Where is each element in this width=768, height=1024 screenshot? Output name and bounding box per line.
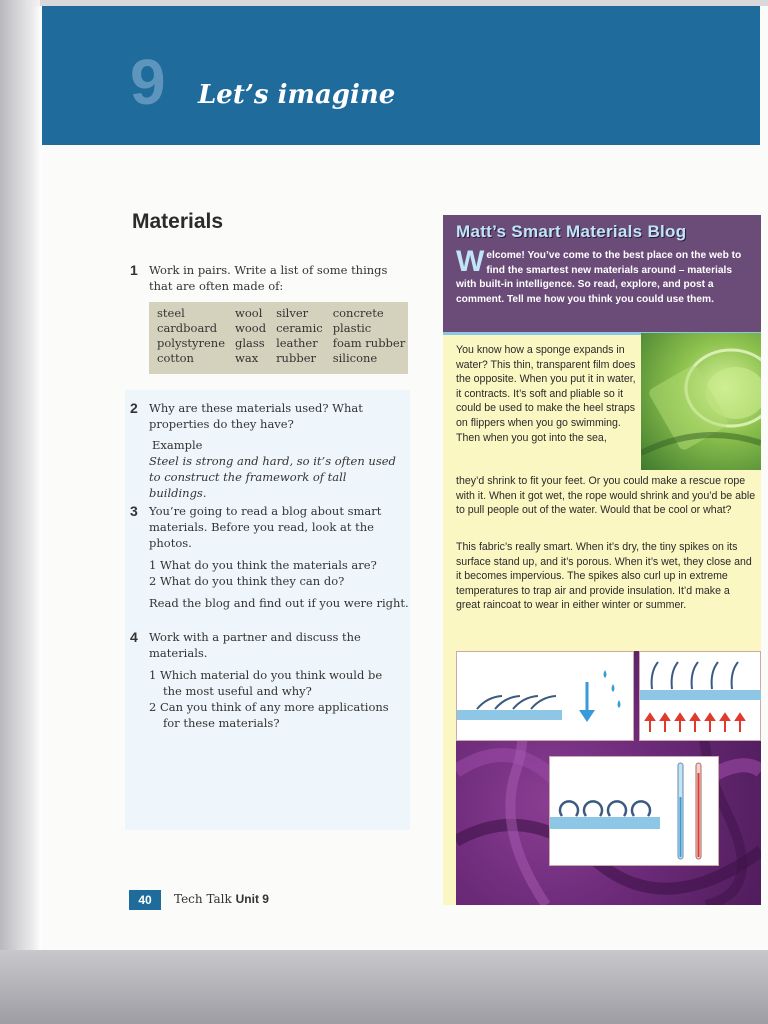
page-footer <box>174 892 269 906</box>
unit-title: Let’s imagine <box>198 80 396 110</box>
material-word: silver <box>276 306 309 320</box>
question-3-item-1: 1 What do you think the materials are? <box>149 558 377 572</box>
example-text: Steel is strong and hard, so it’s often used to construct the framework of tall buildings. <box>149 454 396 500</box>
blog-title: Matt’s Smart Materials Blog <box>456 222 687 241</box>
question-2 <box>130 400 402 501</box>
film-photo-graphic <box>641 333 761 470</box>
materials-word-row <box>157 351 415 366</box>
section-title: Materials <box>132 210 224 233</box>
footer-unit: Unit 9 <box>235 892 269 906</box>
diagram-dry-spikes-up <box>639 651 761 741</box>
material-word: glass <box>235 336 265 350</box>
blog-panel <box>443 215 761 905</box>
material-word: plastic <box>332 321 372 335</box>
question-4 <box>130 629 399 731</box>
dry-diagram-graphic <box>640 652 761 742</box>
question-4-text: Work with a partner and discuss the materials. <box>149 630 361 660</box>
blog-intro <box>456 245 754 307</box>
material-word: cotton <box>157 351 194 365</box>
material-word: concrete <box>332 306 384 320</box>
question-3-text: You’re going to read a blog about smart materials. Before you read, look at the photos. <box>149 504 382 550</box>
blog-paragraph-2: This fabric’s really smart. When it’s dry, the tiny spikes on its surface stand up, and it’s porous. When it’s wet, they close and it becomes impervious. The spikes also curl up in extreme temperatures to trap air and provide insulation. It’d make a great raincoat to wear in either winter or summer. <box>456 541 752 612</box>
wet-diagram-graphic <box>457 652 635 742</box>
blog-header <box>443 215 761 332</box>
question-4-item-1: 1 Which material do you think would be the most useful and why? <box>149 668 383 698</box>
question-3 <box>130 503 409 611</box>
material-word: foam rubber <box>332 336 406 350</box>
material-word: rubber <box>276 351 316 365</box>
question-1-text: Work in pairs. Write a list of some things that are often made of: <box>149 263 388 293</box>
question-2-text: Why are these materials used? What properties do they have? <box>149 401 363 431</box>
smart-fabric-photo <box>456 651 761 905</box>
transparent-film-photo <box>641 333 761 470</box>
question-1-number: 1 <box>130 262 138 278</box>
materials-word-row <box>157 306 415 321</box>
scan-shadow-bottom <box>0 950 768 1024</box>
material-word: cardboard <box>157 321 218 335</box>
unit-number: 9 <box>130 46 166 118</box>
material-word: silicone <box>332 351 378 365</box>
material-word: wood <box>235 321 267 335</box>
diagram-wet-spikes-closed <box>456 651 634 741</box>
material-word: polystyrene <box>157 336 225 350</box>
materials-word-row <box>157 321 415 336</box>
question-4-item-2: 2 Can you think of any more applications for these materials? <box>149 700 389 730</box>
material-word: ceramic <box>276 321 323 335</box>
materials-word-row <box>157 336 415 351</box>
question-1 <box>130 262 399 294</box>
question-2-number: 2 <box>130 400 138 416</box>
page-spine <box>30 6 42 950</box>
curled-diagram-graphic <box>550 757 720 867</box>
question-4-number: 4 <box>130 629 138 645</box>
page-number-badge: 40 <box>129 890 161 910</box>
blog-intro-text: elcome! You’ve come to the best place on the web to find the smartest new materials around – materials with built-in intelligence. So read, explore, and post a comment. Tell me how you think you could use them. <box>456 250 742 305</box>
question-3-item-2: 2 What do you think they can do? <box>149 574 345 588</box>
question-3-number: 3 <box>130 503 138 519</box>
blog-paragraph-1b: they’d shrink to fit your feet. Or you could make a rescue rope with it. When it got wet, the rope would shrink and you’d be able to pull people out of the water. Would that be cool or what? <box>456 475 756 517</box>
material-word: leather <box>276 336 318 350</box>
material-word: steel <box>157 306 185 320</box>
material-word: wool <box>235 306 263 320</box>
example-label: Example <box>152 438 203 452</box>
material-word: wax <box>235 351 259 365</box>
diagram-curled-insulation <box>549 756 719 866</box>
footer-book-title: Tech Talk <box>174 892 232 906</box>
materials-word-table <box>157 306 415 366</box>
blog-drop-cap: W <box>456 245 485 278</box>
question-3-after: Read the blog and find out if you were right. <box>149 596 409 610</box>
blog-paragraph-1a: You know how a sponge expands in water? This thin, transparent film does the opposite. When you put it in water, it contracts. It’s soft and pliable so it could be used to make the heel straps on flippers when you go swimming. Then when you got into the sea, <box>456 344 636 444</box>
materials-word-box <box>149 302 408 374</box>
